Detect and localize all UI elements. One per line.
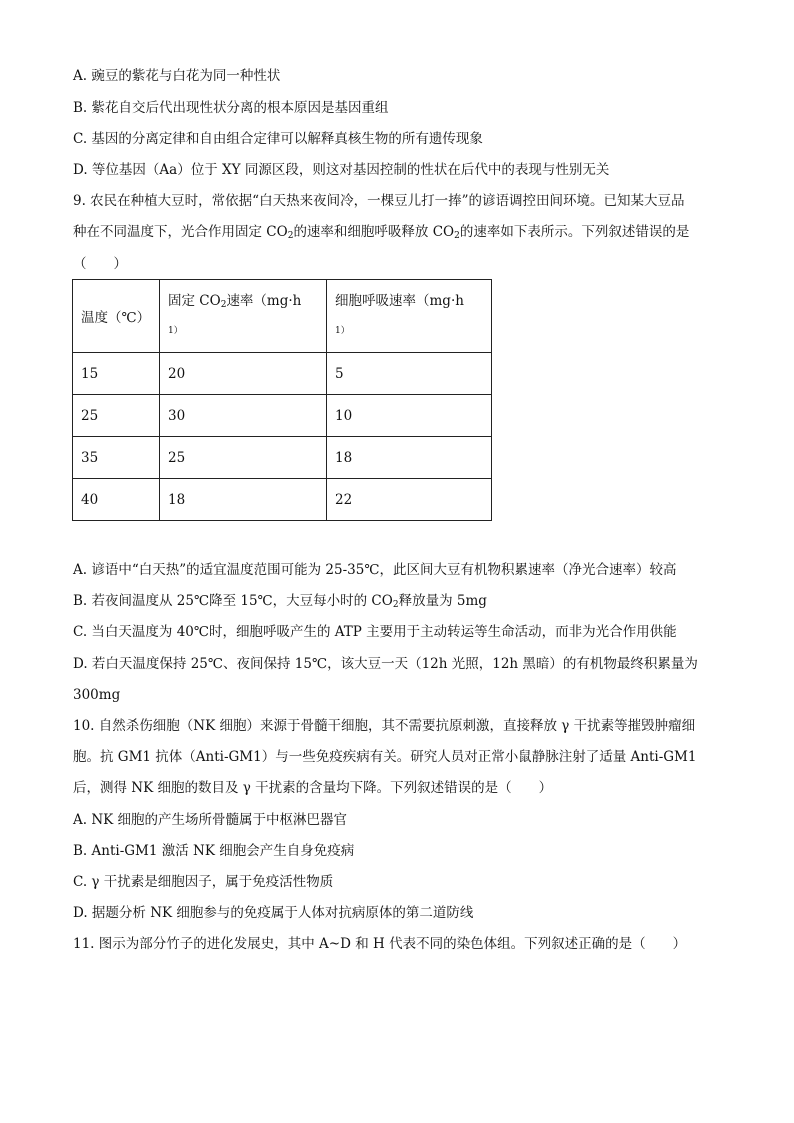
table-row	[73, 353, 492, 395]
q9-data-table	[72, 279, 492, 521]
q9-stem-line3: （ ）	[73, 256, 127, 272]
header-co2-fixation-rate: 固定 $CO_2$速率（mg·h 1）	[160, 280, 327, 353]
q8-option-a: A. 豌豆的紫花与白花为同一种性状	[73, 68, 281, 84]
cell-respiration: 18	[327, 437, 492, 479]
q11-stem: 11. 图示为部分竹子的进化发展史，其中 A~D 和 H 代表不同的染色体组。下列叙述正确的是（ ）	[73, 936, 687, 952]
cell-co2-fixation: 18	[160, 479, 327, 521]
q9-option-b: B. 若夜间温度从 25℃降至 15℃，大豆每小时的 $CO_2$释放量为 5mg	[73, 593, 487, 610]
cell-co2-fixation: 25	[160, 437, 327, 479]
cell-respiration: 22	[327, 479, 492, 521]
cell-respiration: 5	[327, 353, 492, 395]
q8-option-b: B. 紫花自交后代出现性状分离的根本原因是基因重组	[73, 100, 389, 116]
q8-option-d: D. 等位基因（Aa）位于 XY 同源区段，则这对基因控制的性状在后代中的表现与性别无关	[73, 162, 610, 178]
q10-option-a: A. NK 细胞的产生场所骨髓属于中枢淋巴器官	[73, 812, 348, 828]
q10-stem-line1: 10. 自然杀伤细胞（NK 细胞）来源于骨髓干细胞，其不需要抗原刺激，直接释放 γ 干扰素等摧毁肿瘤细	[73, 718, 696, 734]
header-temperature: 温度（℃）	[73, 280, 160, 353]
q9-stem-line2: 种在不同温度下，光合作用固定 $CO_2$的速率和细胞呼吸释放 $CO_2$的速率如下表所示。下列叙述错误的是	[73, 224, 690, 241]
q10-option-d: D. 据题分析 NK 细胞参与的免疫属于人体对抗病原体的第二道防线	[73, 905, 474, 921]
q8-option-c: C. 基因的分离定律和自由组合定律可以解释真核生物的所有遗传现象	[73, 131, 483, 147]
q10-option-c: C. γ 干扰素是细胞因子，属于免疫活性物质	[73, 874, 334, 890]
table-row	[73, 479, 492, 521]
q10-option-b: B. Anti-GM1 激活 NK 细胞会产生自身免疫病	[73, 843, 355, 859]
q9-option-c: C. 当白天温度为 40℃时，细胞呼吸产生的 ATP 主要用于主动转运等生命活动，而非为光合作用供能	[73, 624, 677, 640]
cell-temperature: 35	[73, 437, 160, 479]
header-respiration-rate: 细胞呼吸速率（mg·h 1）	[327, 280, 492, 353]
table-row	[73, 437, 492, 479]
q9-option-a: A. 谚语中“白天热”的适宜温度范围可能为 25-35℃，此区间大豆有机物积累速率（净光合速率）较高	[73, 562, 677, 578]
table-header-row	[73, 280, 492, 353]
q10-stem-line3: 后，测得 NK 细胞的数目及 γ 干扰素的含量均下降。下列叙述错误的是（ ）	[73, 780, 553, 796]
q10-stem-line2: 胞。抗 GM1 抗体（Anti-GM1）与一些免疫疾病有关。研究人员对正常小鼠静脉注射了适量 Anti-GM1	[73, 749, 697, 765]
cell-respiration: 10	[327, 395, 492, 437]
cell-co2-fixation: 30	[160, 395, 327, 437]
q9-option-d-line1: D. 若白天温度保持 25℃、夜间保持 15℃，该大豆一天（12h 光照，12h 黑暗）的有机物最终积累量为	[73, 656, 698, 672]
cell-temperature: 25	[73, 395, 160, 437]
cell-temperature: 40	[73, 479, 160, 521]
q9-stem-line1: 9. 农民在种植大豆时，常依据“白天热来夜间冷，一棵豆儿打一捧”的谚语调控田间环境。已知某大豆品	[73, 193, 685, 209]
q9-option-d-line2: 300mg	[73, 687, 121, 703]
table-row	[73, 395, 492, 437]
cell-co2-fixation: 20	[160, 353, 327, 395]
cell-temperature: 15	[73, 353, 160, 395]
